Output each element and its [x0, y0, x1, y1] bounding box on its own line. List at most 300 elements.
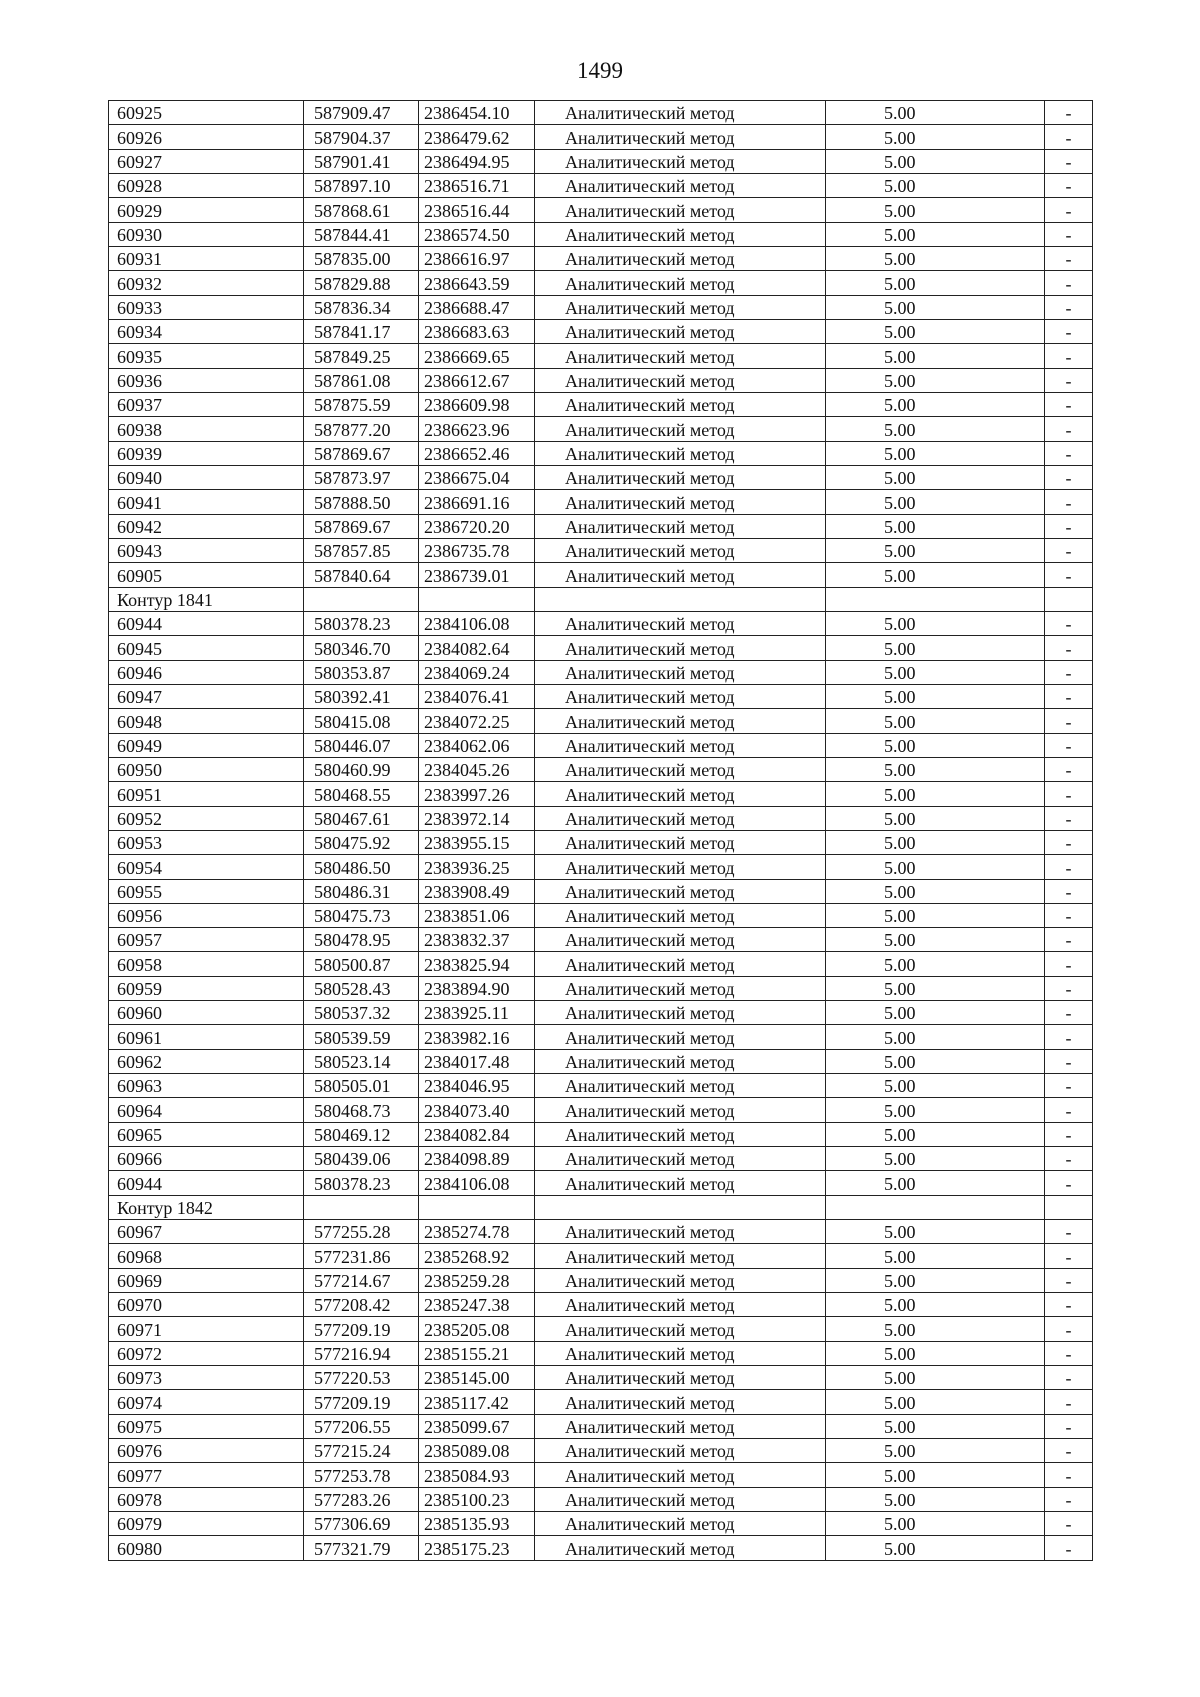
y-coordinate-cell: 2383832.37: [419, 928, 535, 952]
contour-label: Контур 1842: [109, 1195, 304, 1219]
point-number-cell: 60963: [109, 1074, 304, 1098]
y-coordinate-cell: 2385117.42: [419, 1390, 535, 1414]
description-cell: -: [1045, 319, 1093, 343]
accuracy-cell: 5.00: [826, 344, 1045, 368]
empty-cell: [826, 1195, 1045, 1219]
y-coordinate-cell: 2386479.62: [419, 125, 535, 149]
table-row: [109, 465, 1093, 489]
table-row: [109, 1439, 1093, 1463]
table-row: [109, 1293, 1093, 1317]
point-number-cell: 60974: [109, 1390, 304, 1414]
method-cell: Аналитический метод: [535, 1268, 826, 1292]
accuracy-cell: 5.00: [826, 1220, 1045, 1244]
accuracy-cell: 5.00: [826, 1074, 1045, 1098]
method-cell: Аналитический метод: [535, 782, 826, 806]
x-coordinate-cell: 577253.78: [304, 1463, 419, 1487]
table-row: [109, 1074, 1093, 1098]
accuracy-cell: 5.00: [826, 733, 1045, 757]
point-number-cell: 60967: [109, 1220, 304, 1244]
x-coordinate-cell: 587869.67: [304, 514, 419, 538]
accuracy-cell: 5.00: [826, 101, 1045, 125]
description-cell: -: [1045, 806, 1093, 830]
description-cell: -: [1045, 368, 1093, 392]
table-row: [109, 1122, 1093, 1146]
x-coordinate-cell: 587868.61: [304, 198, 419, 222]
method-cell: Аналитический метод: [535, 879, 826, 903]
description-cell: -: [1045, 1244, 1093, 1268]
table-row: [109, 222, 1093, 246]
x-coordinate-cell: 580486.50: [304, 855, 419, 879]
y-coordinate-cell: 2383925.11: [419, 1001, 535, 1025]
description-cell: -: [1045, 733, 1093, 757]
accuracy-cell: 5.00: [826, 149, 1045, 173]
x-coordinate-cell: 580539.59: [304, 1025, 419, 1049]
y-coordinate-cell: 2385205.08: [419, 1317, 535, 1341]
y-coordinate-cell: 2386494.95: [419, 149, 535, 173]
point-number-cell: 60965: [109, 1122, 304, 1146]
point-number-cell: 60927: [109, 149, 304, 173]
x-coordinate-cell: 580378.23: [304, 611, 419, 635]
accuracy-cell: 5.00: [826, 392, 1045, 416]
accuracy-cell: 5.00: [826, 319, 1045, 343]
y-coordinate-cell: 2384098.89: [419, 1147, 535, 1171]
accuracy-cell: 5.00: [826, 222, 1045, 246]
description-cell: -: [1045, 344, 1093, 368]
point-number-cell: 60973: [109, 1366, 304, 1390]
point-number-cell: 60960: [109, 1001, 304, 1025]
y-coordinate-cell: 2384106.08: [419, 1171, 535, 1195]
description-cell: -: [1045, 660, 1093, 684]
point-number-cell: 60975: [109, 1414, 304, 1438]
accuracy-cell: 5.00: [826, 271, 1045, 295]
x-coordinate-cell: 580469.12: [304, 1122, 419, 1146]
x-coordinate-cell: 580346.70: [304, 636, 419, 660]
table-row: [109, 976, 1093, 1000]
table-row: [109, 1317, 1093, 1341]
accuracy-cell: 5.00: [826, 490, 1045, 514]
point-number-cell: 60962: [109, 1049, 304, 1073]
y-coordinate-cell: 2385175.23: [419, 1536, 535, 1560]
x-coordinate-cell: 580500.87: [304, 952, 419, 976]
point-number-cell: 60955: [109, 879, 304, 903]
x-coordinate-cell: 580415.08: [304, 709, 419, 733]
point-number-cell: 60954: [109, 855, 304, 879]
x-coordinate-cell: 580467.61: [304, 806, 419, 830]
accuracy-cell: 5.00: [826, 1001, 1045, 1025]
point-number-cell: 60937: [109, 392, 304, 416]
accuracy-cell: 5.00: [826, 1439, 1045, 1463]
table-row: [109, 563, 1093, 587]
x-coordinate-cell: 577209.19: [304, 1390, 419, 1414]
table-row: [109, 271, 1093, 295]
y-coordinate-cell: 2384062.06: [419, 733, 535, 757]
accuracy-cell: 5.00: [826, 246, 1045, 270]
table-row: [109, 514, 1093, 538]
table-row: [109, 1414, 1093, 1438]
table-row: [109, 611, 1093, 635]
point-number-cell: 60950: [109, 757, 304, 781]
point-number-cell: 60979: [109, 1512, 304, 1536]
y-coordinate-cell: 2385259.28: [419, 1268, 535, 1292]
accuracy-cell: 5.00: [826, 1390, 1045, 1414]
accuracy-cell: 5.00: [826, 611, 1045, 635]
point-number-cell: 60957: [109, 928, 304, 952]
method-cell: Аналитический метод: [535, 490, 826, 514]
y-coordinate-cell: 2385274.78: [419, 1220, 535, 1244]
x-coordinate-cell: 587875.59: [304, 392, 419, 416]
accuracy-cell: 5.00: [826, 1244, 1045, 1268]
method-cell: Аналитический метод: [535, 514, 826, 538]
description-cell: -: [1045, 1439, 1093, 1463]
y-coordinate-cell: 2386454.10: [419, 101, 535, 125]
accuracy-cell: 5.00: [826, 1025, 1045, 1049]
y-coordinate-cell: 2383825.94: [419, 952, 535, 976]
x-coordinate-cell: 577220.53: [304, 1366, 419, 1390]
x-coordinate-cell: 580478.95: [304, 928, 419, 952]
description-cell: -: [1045, 1512, 1093, 1536]
y-coordinate-cell: 2386643.59: [419, 271, 535, 295]
y-coordinate-cell: 2386688.47: [419, 295, 535, 319]
point-number-cell: 60964: [109, 1098, 304, 1122]
method-cell: Аналитический метод: [535, 611, 826, 635]
description-cell: -: [1045, 1390, 1093, 1414]
table-row: [109, 757, 1093, 781]
method-cell: Аналитический метод: [535, 319, 826, 343]
table-row: [109, 1536, 1093, 1560]
method-cell: Аналитический метод: [535, 563, 826, 587]
y-coordinate-cell: 2385100.23: [419, 1487, 535, 1511]
point-number-cell: 60959: [109, 976, 304, 1000]
y-coordinate-cell: 2384106.08: [419, 611, 535, 635]
table-row: [109, 101, 1093, 125]
table-row: [109, 1025, 1093, 1049]
x-coordinate-cell: 577255.28: [304, 1220, 419, 1244]
accuracy-cell: 5.00: [826, 903, 1045, 927]
accuracy-cell: 5.00: [826, 1268, 1045, 1292]
description-cell: -: [1045, 1122, 1093, 1146]
table-row: [109, 368, 1093, 392]
point-number-cell: 60941: [109, 490, 304, 514]
description-cell: -: [1045, 441, 1093, 465]
accuracy-cell: 5.00: [826, 684, 1045, 708]
method-cell: Аналитический метод: [535, 1147, 826, 1171]
x-coordinate-cell: 577321.79: [304, 1536, 419, 1560]
description-cell: -: [1045, 392, 1093, 416]
method-cell: Аналитический метод: [535, 1512, 826, 1536]
table-row: [109, 173, 1093, 197]
x-coordinate-cell: 577208.42: [304, 1293, 419, 1317]
description-cell: -: [1045, 1366, 1093, 1390]
x-coordinate-cell: 577206.55: [304, 1414, 419, 1438]
point-number-cell: 60935: [109, 344, 304, 368]
table-row: [109, 1366, 1093, 1390]
accuracy-cell: 5.00: [826, 125, 1045, 149]
table-row: [109, 1512, 1093, 1536]
point-number-cell: 60946: [109, 660, 304, 684]
table-row: [109, 344, 1093, 368]
table-row: [109, 1268, 1093, 1292]
y-coordinate-cell: 2386612.67: [419, 368, 535, 392]
y-coordinate-cell: 2384082.84: [419, 1122, 535, 1146]
point-number-cell: 60961: [109, 1025, 304, 1049]
description-cell: -: [1045, 1341, 1093, 1365]
description-cell: -: [1045, 465, 1093, 489]
accuracy-cell: 5.00: [826, 368, 1045, 392]
table-row: [109, 636, 1093, 660]
point-number-cell: 60972: [109, 1341, 304, 1365]
method-cell: Аналитический метод: [535, 1487, 826, 1511]
table-row: [109, 879, 1093, 903]
table-row: [109, 1390, 1093, 1414]
table-row: [109, 952, 1093, 976]
point-number-cell: 60977: [109, 1463, 304, 1487]
x-coordinate-cell: 577283.26: [304, 1487, 419, 1511]
y-coordinate-cell: 2384072.25: [419, 709, 535, 733]
empty-cell: [535, 587, 826, 611]
x-coordinate-cell: 587873.97: [304, 465, 419, 489]
point-number-cell: 60934: [109, 319, 304, 343]
point-number-cell: 60951: [109, 782, 304, 806]
y-coordinate-cell: 2386623.96: [419, 417, 535, 441]
y-coordinate-cell: 2383955.15: [419, 830, 535, 854]
accuracy-cell: 5.00: [826, 757, 1045, 781]
accuracy-cell: 5.00: [826, 1171, 1045, 1195]
method-cell: Аналитический метод: [535, 1098, 826, 1122]
empty-cell: [304, 587, 419, 611]
description-cell: -: [1045, 563, 1093, 587]
description-cell: -: [1045, 1147, 1093, 1171]
point-number-cell: 60940: [109, 465, 304, 489]
point-number-cell: 60942: [109, 514, 304, 538]
description-cell: -: [1045, 1098, 1093, 1122]
method-cell: Аналитический метод: [535, 1074, 826, 1098]
y-coordinate-cell: 2385084.93: [419, 1463, 535, 1487]
y-coordinate-cell: 2384069.24: [419, 660, 535, 684]
description-cell: -: [1045, 1487, 1093, 1511]
y-coordinate-cell: 2385099.67: [419, 1414, 535, 1438]
method-cell: Аналитический метод: [535, 1536, 826, 1560]
accuracy-cell: 5.00: [826, 198, 1045, 222]
method-cell: Аналитический метод: [535, 952, 826, 976]
method-cell: Аналитический метод: [535, 1049, 826, 1073]
description-cell: -: [1045, 538, 1093, 562]
x-coordinate-cell: 587849.25: [304, 344, 419, 368]
table-row: [109, 1098, 1093, 1122]
contour-header-row: [109, 587, 1093, 611]
y-coordinate-cell: 2385089.08: [419, 1439, 535, 1463]
method-cell: Аналитический метод: [535, 149, 826, 173]
coordinates-table-body: [109, 101, 1093, 1561]
y-coordinate-cell: 2386683.63: [419, 319, 535, 343]
y-coordinate-cell: 2386691.16: [419, 490, 535, 514]
y-coordinate-cell: 2386516.71: [419, 173, 535, 197]
table-row: [109, 733, 1093, 757]
x-coordinate-cell: 577215.24: [304, 1439, 419, 1463]
point-number-cell: 60932: [109, 271, 304, 295]
empty-cell: [1045, 1195, 1093, 1219]
point-number-cell: 60925: [109, 101, 304, 125]
accuracy-cell: 5.00: [826, 1341, 1045, 1365]
table-row: [109, 392, 1093, 416]
point-number-cell: 60953: [109, 830, 304, 854]
empty-cell: [535, 1195, 826, 1219]
y-coordinate-cell: 2384073.40: [419, 1098, 535, 1122]
table-row: [109, 855, 1093, 879]
method-cell: Аналитический метод: [535, 441, 826, 465]
method-cell: Аналитический метод: [535, 1390, 826, 1414]
table-row: [109, 1220, 1093, 1244]
x-coordinate-cell: 587861.08: [304, 368, 419, 392]
method-cell: Аналитический метод: [535, 271, 826, 295]
point-number-cell: 60970: [109, 1293, 304, 1317]
accuracy-cell: 5.00: [826, 1317, 1045, 1341]
point-number-cell: 60939: [109, 441, 304, 465]
x-coordinate-cell: 587901.41: [304, 149, 419, 173]
point-number-cell: 60931: [109, 246, 304, 270]
table-row: [109, 1147, 1093, 1171]
accuracy-cell: 5.00: [826, 563, 1045, 587]
description-cell: -: [1045, 101, 1093, 125]
accuracy-cell: 5.00: [826, 514, 1045, 538]
x-coordinate-cell: 587909.47: [304, 101, 419, 125]
x-coordinate-cell: 577306.69: [304, 1512, 419, 1536]
point-number-cell: 60928: [109, 173, 304, 197]
accuracy-cell: 5.00: [826, 465, 1045, 489]
y-coordinate-cell: 2384082.64: [419, 636, 535, 660]
point-number-cell: 60956: [109, 903, 304, 927]
description-cell: -: [1045, 1293, 1093, 1317]
point-number-cell: 60944: [109, 611, 304, 635]
accuracy-cell: 5.00: [826, 830, 1045, 854]
table-row: [109, 490, 1093, 514]
x-coordinate-cell: 587836.34: [304, 295, 419, 319]
accuracy-cell: 5.00: [826, 1366, 1045, 1390]
point-number-cell: 60952: [109, 806, 304, 830]
y-coordinate-cell: 2385247.38: [419, 1293, 535, 1317]
x-coordinate-cell: 577209.19: [304, 1317, 419, 1341]
point-number-cell: 60976: [109, 1439, 304, 1463]
accuracy-cell: 5.00: [826, 1487, 1045, 1511]
method-cell: Аналитический метод: [535, 368, 826, 392]
contour-header-row: [109, 1195, 1093, 1219]
table-row: [109, 1001, 1093, 1025]
description-cell: -: [1045, 295, 1093, 319]
description-cell: -: [1045, 636, 1093, 660]
x-coordinate-cell: 580460.99: [304, 757, 419, 781]
accuracy-cell: 5.00: [826, 976, 1045, 1000]
x-coordinate-cell: 587857.85: [304, 538, 419, 562]
method-cell: Аналитический метод: [535, 1025, 826, 1049]
point-number-cell: 60938: [109, 417, 304, 441]
method-cell: Аналитический метод: [535, 806, 826, 830]
method-cell: Аналитический метод: [535, 1439, 826, 1463]
accuracy-cell: 5.00: [826, 1414, 1045, 1438]
table-row: [109, 684, 1093, 708]
y-coordinate-cell: 2386516.44: [419, 198, 535, 222]
method-cell: Аналитический метод: [535, 246, 826, 270]
accuracy-cell: 5.00: [826, 1122, 1045, 1146]
description-cell: -: [1045, 1171, 1093, 1195]
description-cell: -: [1045, 903, 1093, 927]
description-cell: -: [1045, 1463, 1093, 1487]
table-row: [109, 441, 1093, 465]
contour-label: Контур 1841: [109, 587, 304, 611]
description-cell: -: [1045, 173, 1093, 197]
x-coordinate-cell: 587840.64: [304, 563, 419, 587]
point-number-cell: 60980: [109, 1536, 304, 1560]
accuracy-cell: 5.00: [826, 855, 1045, 879]
x-coordinate-cell: 580475.92: [304, 830, 419, 854]
accuracy-cell: 5.00: [826, 952, 1045, 976]
y-coordinate-cell: 2383997.26: [419, 782, 535, 806]
description-cell: -: [1045, 976, 1093, 1000]
accuracy-cell: 5.00: [826, 879, 1045, 903]
x-coordinate-cell: 587835.00: [304, 246, 419, 270]
point-number-cell: 60948: [109, 709, 304, 733]
accuracy-cell: 5.00: [826, 1536, 1045, 1560]
description-cell: -: [1045, 684, 1093, 708]
description-cell: -: [1045, 417, 1093, 441]
accuracy-cell: 5.00: [826, 806, 1045, 830]
empty-cell: [419, 587, 535, 611]
description-cell: -: [1045, 271, 1093, 295]
point-number-cell: 60968: [109, 1244, 304, 1268]
coordinates-table: [108, 100, 1093, 1561]
accuracy-cell: 5.00: [826, 636, 1045, 660]
table-row: [109, 928, 1093, 952]
description-cell: -: [1045, 952, 1093, 976]
point-number-cell: 60971: [109, 1317, 304, 1341]
method-cell: Аналитический метод: [535, 125, 826, 149]
x-coordinate-cell: 587841.17: [304, 319, 419, 343]
table-row: [109, 538, 1093, 562]
y-coordinate-cell: 2386609.98: [419, 392, 535, 416]
method-cell: Аналитический метод: [535, 855, 826, 879]
accuracy-cell: 5.00: [826, 538, 1045, 562]
description-cell: -: [1045, 490, 1093, 514]
method-cell: Аналитический метод: [535, 1122, 826, 1146]
table-row: [109, 198, 1093, 222]
y-coordinate-cell: 2386720.20: [419, 514, 535, 538]
y-coordinate-cell: 2386735.78: [419, 538, 535, 562]
accuracy-cell: 5.00: [826, 1098, 1045, 1122]
table-row: [109, 295, 1093, 319]
point-number-cell: 60949: [109, 733, 304, 757]
accuracy-cell: 5.00: [826, 928, 1045, 952]
y-coordinate-cell: 2385155.21: [419, 1341, 535, 1365]
point-number-cell: 60944: [109, 1171, 304, 1195]
method-cell: Аналитический метод: [535, 1366, 826, 1390]
description-cell: -: [1045, 1001, 1093, 1025]
table-row: [109, 417, 1093, 441]
table-row: [109, 149, 1093, 173]
method-cell: Аналитический метод: [535, 757, 826, 781]
description-cell: -: [1045, 514, 1093, 538]
method-cell: Аналитический метод: [535, 1317, 826, 1341]
table-row: [109, 903, 1093, 927]
description-cell: -: [1045, 928, 1093, 952]
empty-cell: [419, 1195, 535, 1219]
description-cell: -: [1045, 1536, 1093, 1560]
x-coordinate-cell: 577214.67: [304, 1268, 419, 1292]
x-coordinate-cell: 580505.01: [304, 1074, 419, 1098]
point-number-cell: 60945: [109, 636, 304, 660]
table-row: [109, 782, 1093, 806]
method-cell: Аналитический метод: [535, 903, 826, 927]
x-coordinate-cell: 580486.31: [304, 879, 419, 903]
y-coordinate-cell: 2385145.00: [419, 1366, 535, 1390]
accuracy-cell: 5.00: [826, 417, 1045, 441]
